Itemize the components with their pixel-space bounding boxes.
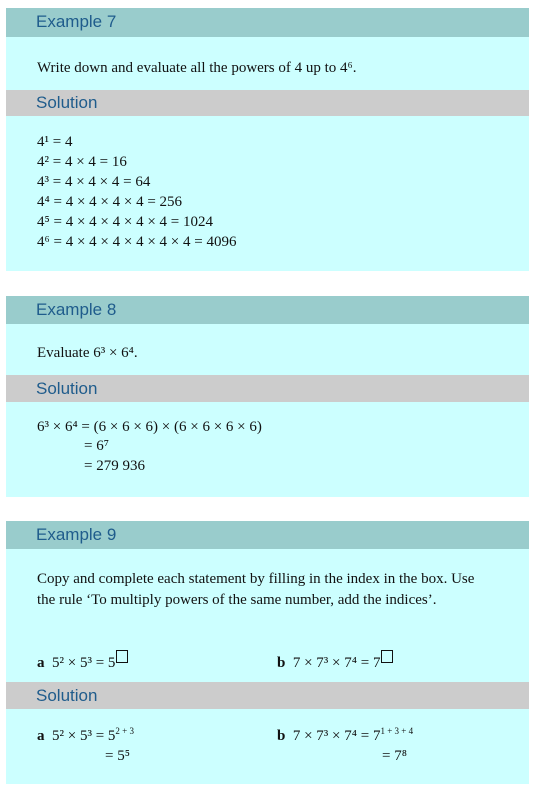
example-8-line-3: = 279 936 — [84, 458, 145, 474]
example-9-solution-b-line-2: = 7⁸ — [382, 748, 407, 764]
solution-a-label: a — [37, 728, 45, 744]
solution-a-expression: 5² × 5³ = 5 — [52, 728, 116, 744]
example-7-header: Example 7 — [6, 8, 529, 37]
part-b-label: b — [277, 655, 286, 671]
example-7-line-5: 4⁵ = 4 × 4 × 4 × 4 × 4 = 1024 — [37, 214, 213, 230]
example-9-part-a — [37, 650, 128, 673]
example-7-solution-header: Solution — [6, 90, 529, 116]
example-8-line-1: 6³ × 6⁴ = (6 × 6 × 6) × (6 × 6 × 6 × 6) — [37, 419, 262, 435]
part-b-expression: 7 × 7³ × 7⁴ = 7 — [292, 655, 381, 671]
example-8-question: Evaluate 6³ × 6⁴. — [37, 345, 138, 361]
solution-a-index: 2 + 3 — [115, 726, 134, 736]
example-8-line-2: = 6⁷ — [84, 438, 109, 454]
example-7-line-1: 4¹ = 4 — [37, 134, 73, 150]
example-9-solution-b-line-1 — [277, 726, 413, 746]
example-9-solution-a-line-2: = 5⁵ — [105, 748, 130, 764]
example-8-box — [6, 296, 529, 497]
example-7-question: Write down and evaluate all the powers of 4 up to 4⁶. — [37, 60, 357, 76]
example-9-instruction: Copy and complete each statement by filling in the index in the box. Use the rule ‘To multiply powers of the same number, add the indices’. — [37, 571, 475, 608]
example-9-solution-header: Solution — [6, 682, 529, 709]
example-7-line-4: 4⁴ = 4 × 4 × 4 × 4 = 256 — [37, 194, 183, 210]
solution-b-index: 1 + 3 + 4 — [380, 726, 414, 736]
example-7-line-2: 4² = 4 × 4 = 16 — [37, 154, 127, 170]
index-box-a — [116, 650, 128, 663]
index-box-b — [381, 650, 393, 663]
example-9-header: Example 9 — [6, 521, 529, 549]
example-8-solution-header: Solution — [6, 375, 529, 402]
solution-b-label: b — [277, 728, 286, 744]
part-a-expression: 5² × 5³ = 5 — [52, 655, 116, 671]
example-9-solution-a-line-1 — [37, 726, 134, 746]
example-9-part-b — [277, 650, 393, 673]
example-7-line-3: 4³ = 4 × 4 × 4 = 64 — [37, 174, 151, 190]
example-8-header: Example 8 — [6, 296, 529, 324]
example-7-line-6: 4⁶ = 4 × 4 × 4 × 4 × 4 × 4 = 4096 — [37, 234, 237, 250]
part-a-label: a — [37, 655, 45, 671]
example-7-box — [6, 8, 529, 271]
example-9-box — [6, 521, 529, 784]
solution-b-expression: 7 × 7³ × 7⁴ = 7 — [292, 728, 381, 744]
